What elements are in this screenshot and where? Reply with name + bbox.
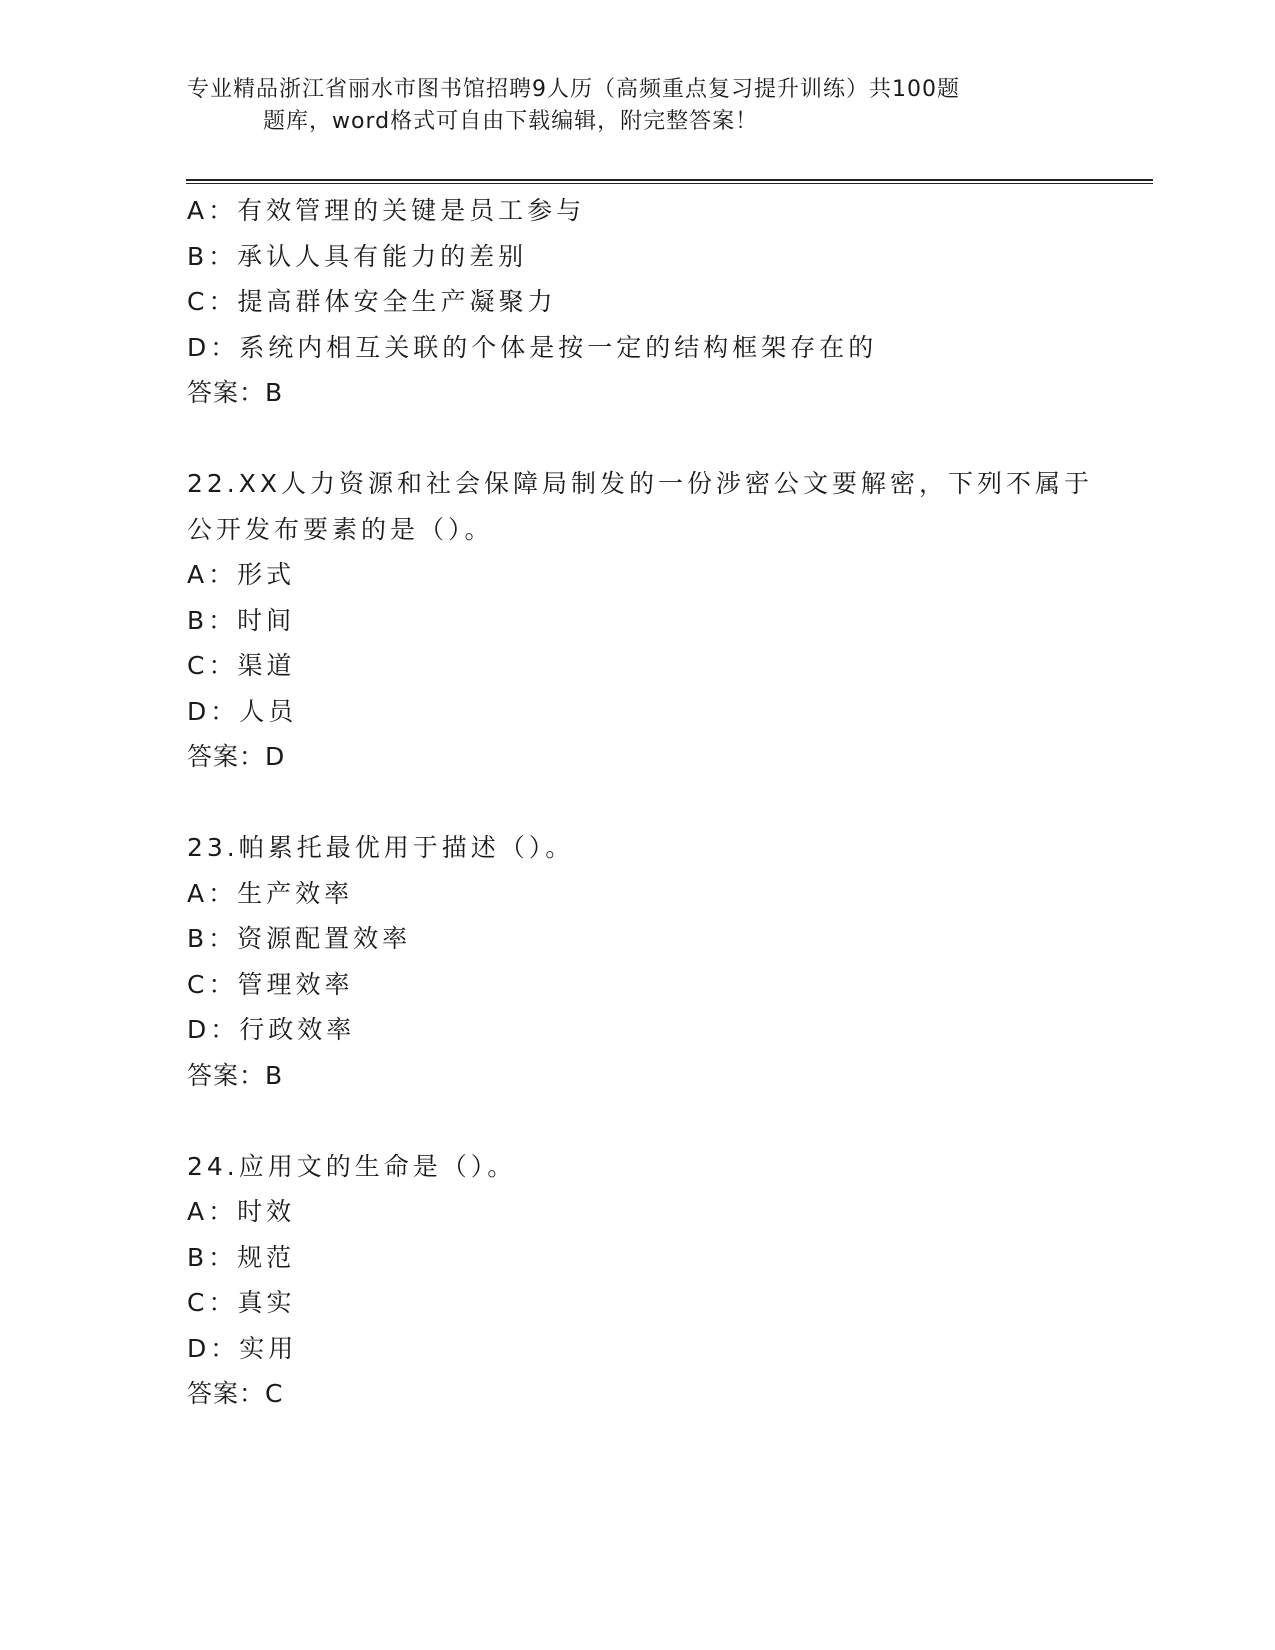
option-b: B：资源配置效率 <box>187 924 412 953</box>
option-b: B：规范 <box>187 1242 296 1272</box>
question-list <box>187 188 1094 1417</box>
header-divider-thin <box>186 183 1153 184</box>
question-block-21 <box>187 188 1087 416</box>
answer-line: 答案：D <box>187 742 286 771</box>
option-d: D：实用 <box>187 1333 298 1363</box>
option-c: C：真实 <box>187 1288 296 1317</box>
question-block-22 <box>187 461 1094 780</box>
option-a: A：有效管理的关键是员工参与 <box>187 196 586 225</box>
question-stem: 23.帕累托最优用于描述（）。 <box>187 833 575 862</box>
question-stem: 22.XX人力资源和社会保障局制发的一份涉密公文要解密，下列不属于 <box>187 469 1094 498</box>
option-b: B：时间 <box>187 605 296 635</box>
header-title-line2: 题库，word格式可自由下载编辑，附完整答案！ <box>263 109 759 134</box>
question-block-23 <box>187 825 1087 1098</box>
option-b: B：承认人具有能力的差别 <box>187 241 528 271</box>
header-divider-thick <box>186 179 1153 181</box>
spacer <box>187 416 1087 462</box>
document-header <box>187 74 1067 138</box>
option-a: A：生产效率 <box>187 878 354 908</box>
option-d: D：系统内相互关联的个体是按一定的结构框架存在的 <box>187 332 878 362</box>
option-c: C：管理效率 <box>187 969 354 999</box>
option-d: D：行政效率 <box>187 1015 356 1044</box>
option-c: C：提高群体安全生产凝聚力 <box>187 287 557 316</box>
option-d: D：人员 <box>187 696 298 726</box>
answer-line: 答案：B <box>187 1060 284 1090</box>
question-stem: 24.应用文的生命是（）。 <box>187 1151 517 1181</box>
option-c: C：渠道 <box>187 651 296 680</box>
spacer <box>187 1098 1087 1144</box>
option-a: A：形式 <box>187 560 296 589</box>
option-a: A：时效 <box>187 1197 296 1226</box>
answer-line: 答案：B <box>187 378 284 407</box>
question-block-24 <box>187 1144 1087 1417</box>
answer-line: 答案：C <box>187 1379 284 1408</box>
spacer <box>187 780 1087 826</box>
header-title-line1: 专业精品浙江省丽水市图书馆招聘9人历（高频重点复习提升训练）共100题 <box>187 77 960 102</box>
question-stem-continued: 公开发布要素的是（）。 <box>187 514 494 544</box>
